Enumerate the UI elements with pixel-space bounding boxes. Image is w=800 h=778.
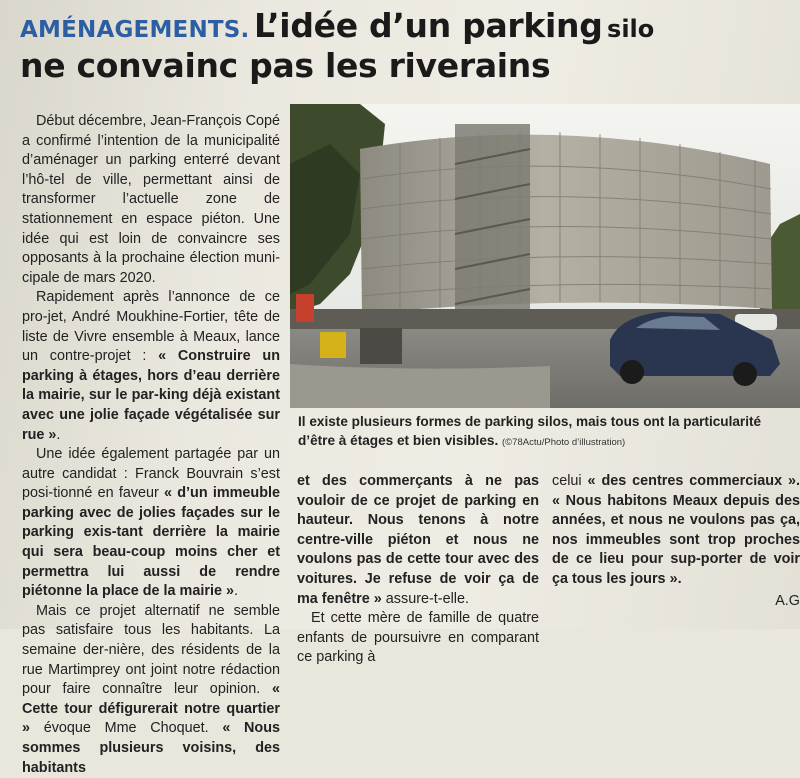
paragraph	[552, 472, 800, 590]
article-column-1	[22, 112, 280, 778]
headline-word-silo: silo	[607, 15, 655, 43]
caption-text: Il existe plusieurs formes de parking silos, mais tous ont la particularité d’être à étages et bien visibles.	[298, 414, 762, 448]
text-run: celui	[552, 473, 588, 489]
text-run: Mais ce projet alternatif ne semble pas satisfaire tous les habitants. La semaine der-nière, des résidents de la rue Martimprey ont joint notre rédaction pour faire connaître leur opinion.	[22, 602, 280, 698]
paragraph	[22, 602, 280, 778]
text-run: évoque Mme Choquet.	[30, 720, 223, 737]
paragraph: Et cette mère de famille de quatre enfants de poursuivre en comparant ce parking à	[297, 610, 539, 666]
paragraph	[297, 472, 539, 609]
quote-bold: « des centres commerciaux ». « Nous habitons Meaux depuis des années, et nous ne voulons pas ça, nos immeubles sont trop proches de ce lieu pour sup-porter de voir ça tous les jours ».	[552, 473, 800, 587]
text-run: Rapidement après l’annonce de ce pro-jet, André Moukhine-Fortier, tête de liste de Vivre ensemble à Meaux, lance un contre-projet :	[22, 289, 280, 365]
article-photo	[290, 104, 800, 408]
quote-bold: « Nous sommes plusieurs voisins, des habitants	[22, 720, 281, 776]
text-run: .	[56, 426, 61, 443]
paragraph	[22, 288, 280, 445]
section-kicker: AMÉNAGEMENTS.	[20, 17, 250, 43]
paragraph: Début décembre, Jean-François Copé a confirmé l’intention de la municipalité d’aménager un parking enterré devant l’hô-tel de ville, permettant ainsi de transformer l’actuelle zone de stationnement en espace piéton. Une idée qui est loin de convaincre ses opposants à la prochaine élection muni-cipale de mars 2020.	[22, 113, 280, 286]
text-run: .	[233, 583, 238, 600]
parking-silo-photo	[290, 104, 800, 408]
author-signature: A.G	[775, 592, 800, 609]
quote-bold: et des commerçants à ne pas vouloir de ce projet de parking en hauteur. Nous tenons à notre centre-ville piéton et nous ne voulons pas de cette tour avec des voitures. Je refuse de voir ça de ma fenêtre »	[297, 473, 539, 607]
headline-line-2: ne convainc pas les riverains	[20, 46, 551, 85]
quote-bold: « d’un immeuble parking avec de jolies façades sur le parking exis-tant derrière la mairie qui sera beau-coup moins cher et permettra lui aussi de rendre piétonne la place de la mairie »	[22, 485, 280, 600]
paragraph	[22, 445, 280, 602]
quote-bold: « Cette tour défigurerait notre quartier »	[22, 681, 280, 737]
photo-caption	[298, 412, 798, 452]
article-column-2	[297, 472, 539, 668]
text-run: Une idée également partagée par un autre candidat : Franck Bouvrain s’est posi-tionné en faveur	[22, 446, 280, 502]
photo-credit: (©78Actu/Photo d’illustration)	[502, 437, 626, 448]
headline-text: L’idée d’un parking	[253, 6, 603, 45]
quote-bold: « Construire un parking à étages, hors d’eau derrière la mairie, sur le par-king déjà existant avec une jolie façade végétalisée sur rue »	[22, 348, 280, 443]
text-run: assure-t-elle.	[381, 590, 469, 607]
article-column-3	[552, 472, 800, 611]
